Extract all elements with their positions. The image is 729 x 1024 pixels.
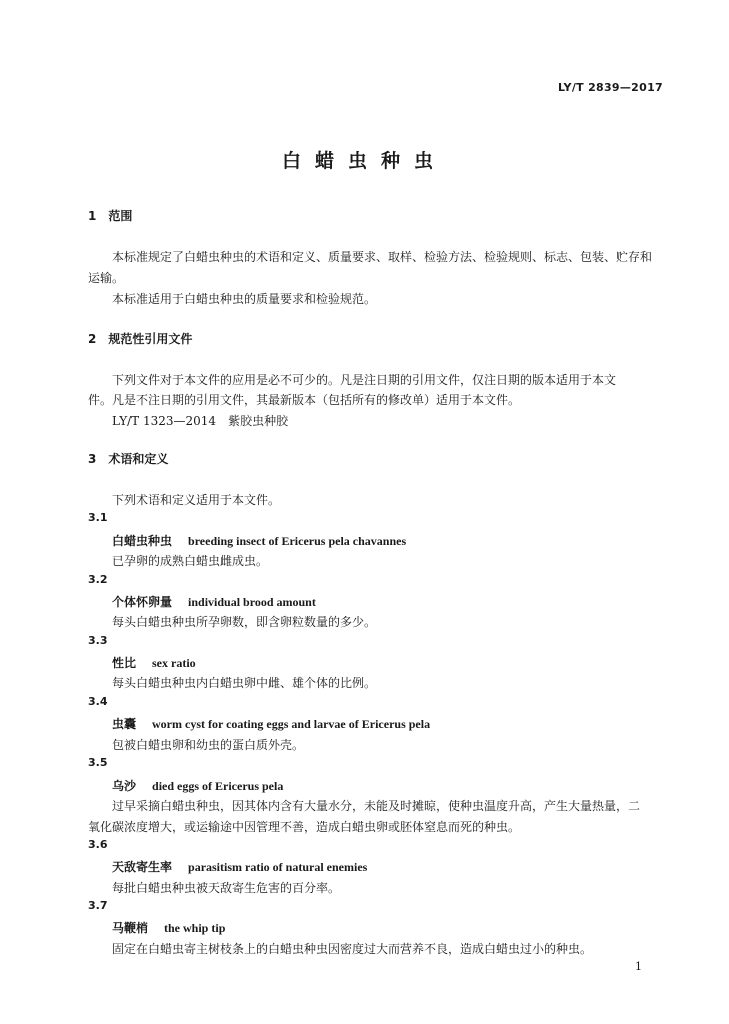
paragraph: 件。凡是不注日期的引用文件，其最新版本（包括所有的修改单）适用于本文件。 <box>88 393 521 407</box>
term-number: 3.2 <box>88 573 108 586</box>
term-number: 3.1 <box>88 511 108 524</box>
term-chinese: 天敌寄生率 <box>112 860 173 874</box>
term-definition: 每头白蜡虫种虫所孕卵数，即含卵粒数量的多少。 <box>112 615 377 629</box>
term-number: 3.7 <box>88 899 108 912</box>
term-chinese: 马鞭梢 <box>112 921 149 935</box>
term-entry <box>112 654 196 671</box>
term-entry <box>112 919 225 936</box>
page-title: 白蜡虫种虫 <box>281 150 447 172</box>
reference-item: LY/T 1323—2014 紫胶虫种胶 <box>112 414 289 428</box>
paragraph: 运输。 <box>88 271 125 285</box>
term-definition: 过早采摘白蜡虫种虫，因其体内含有大量水分，未能及时摊晾，使种虫温度升高，产生大量热量，二 <box>112 799 641 813</box>
section-heading-terms: 3 术语和定义 <box>88 452 169 466</box>
paragraph: 本标准适用于白蜡虫种虫的质量要求和检验规范。 <box>112 292 377 306</box>
term-chinese: 乌沙 <box>112 779 137 793</box>
term-english: sex ratio <box>152 656 196 670</box>
term-definition: 已孕卵的成熟白蜡虫雌成虫。 <box>112 554 269 568</box>
page-number: 1 <box>635 960 642 973</box>
term-entry <box>112 777 283 794</box>
term-number: 3.3 <box>88 634 108 647</box>
term-english: died eggs of Ericerus pela <box>152 779 284 793</box>
paragraph: 本标准规定了白蜡虫种虫的术语和定义、质量要求、取样、检验方法、检验规则、标志、包装、贮存和 <box>112 250 653 264</box>
paragraph: 下列文件对于本文件的应用是必不可少的。凡是注日期的引用文件，仅注日期的版本适用于本文 <box>112 373 617 387</box>
term-english: parasitism ratio of natural enemies <box>188 860 368 874</box>
term-english: worm cyst for coating eggs and larvae of Ericerus pela <box>152 717 431 731</box>
term-english: individual brood amount <box>188 595 316 609</box>
term-entry <box>112 593 316 610</box>
section-heading-scope: 1 范围 <box>88 209 133 223</box>
term-definition: 每头白蜡虫种虫内白蜡虫卵中雌、雄个体的比例。 <box>112 676 377 690</box>
term-entry <box>112 532 406 549</box>
term-definition: 固定在白蜡虫寄主树枝条上的白蜡虫种虫因密度过大而营养不良，造成白蜡虫过小的种虫。 <box>112 942 593 956</box>
term-definition: 每批白蜡虫种虫被天敌寄生危害的百分率。 <box>112 881 341 895</box>
section-heading-normative-references: 2 规范性引用文件 <box>88 332 193 346</box>
term-definition: 包被白蜡虫卵和幼虫的蛋白质外壳。 <box>112 738 305 752</box>
paragraph: 下列术语和定义适用于本文件。 <box>112 493 281 507</box>
term-chinese: 虫囊 <box>112 717 137 731</box>
term-chinese: 个体怀卵量 <box>112 595 173 609</box>
standard-number: LY/T 2839—2017 <box>557 81 663 94</box>
term-english: breeding insect of Ericerus pela chavannes <box>188 534 407 548</box>
term-number: 3.5 <box>88 756 108 769</box>
term-chinese: 性比 <box>112 656 137 670</box>
term-english: the whip tip <box>164 921 226 935</box>
term-number: 3.4 <box>88 695 108 708</box>
term-entry <box>112 715 430 732</box>
term-chinese: 白蜡虫种虫 <box>112 534 173 548</box>
term-entry <box>112 858 367 875</box>
term-number: 3.6 <box>88 838 108 851</box>
term-definition: 氧化碳浓度增大，或运输途中因管理不善，造成白蜡虫卵或胚体窒息而死的种虫。 <box>88 820 521 834</box>
